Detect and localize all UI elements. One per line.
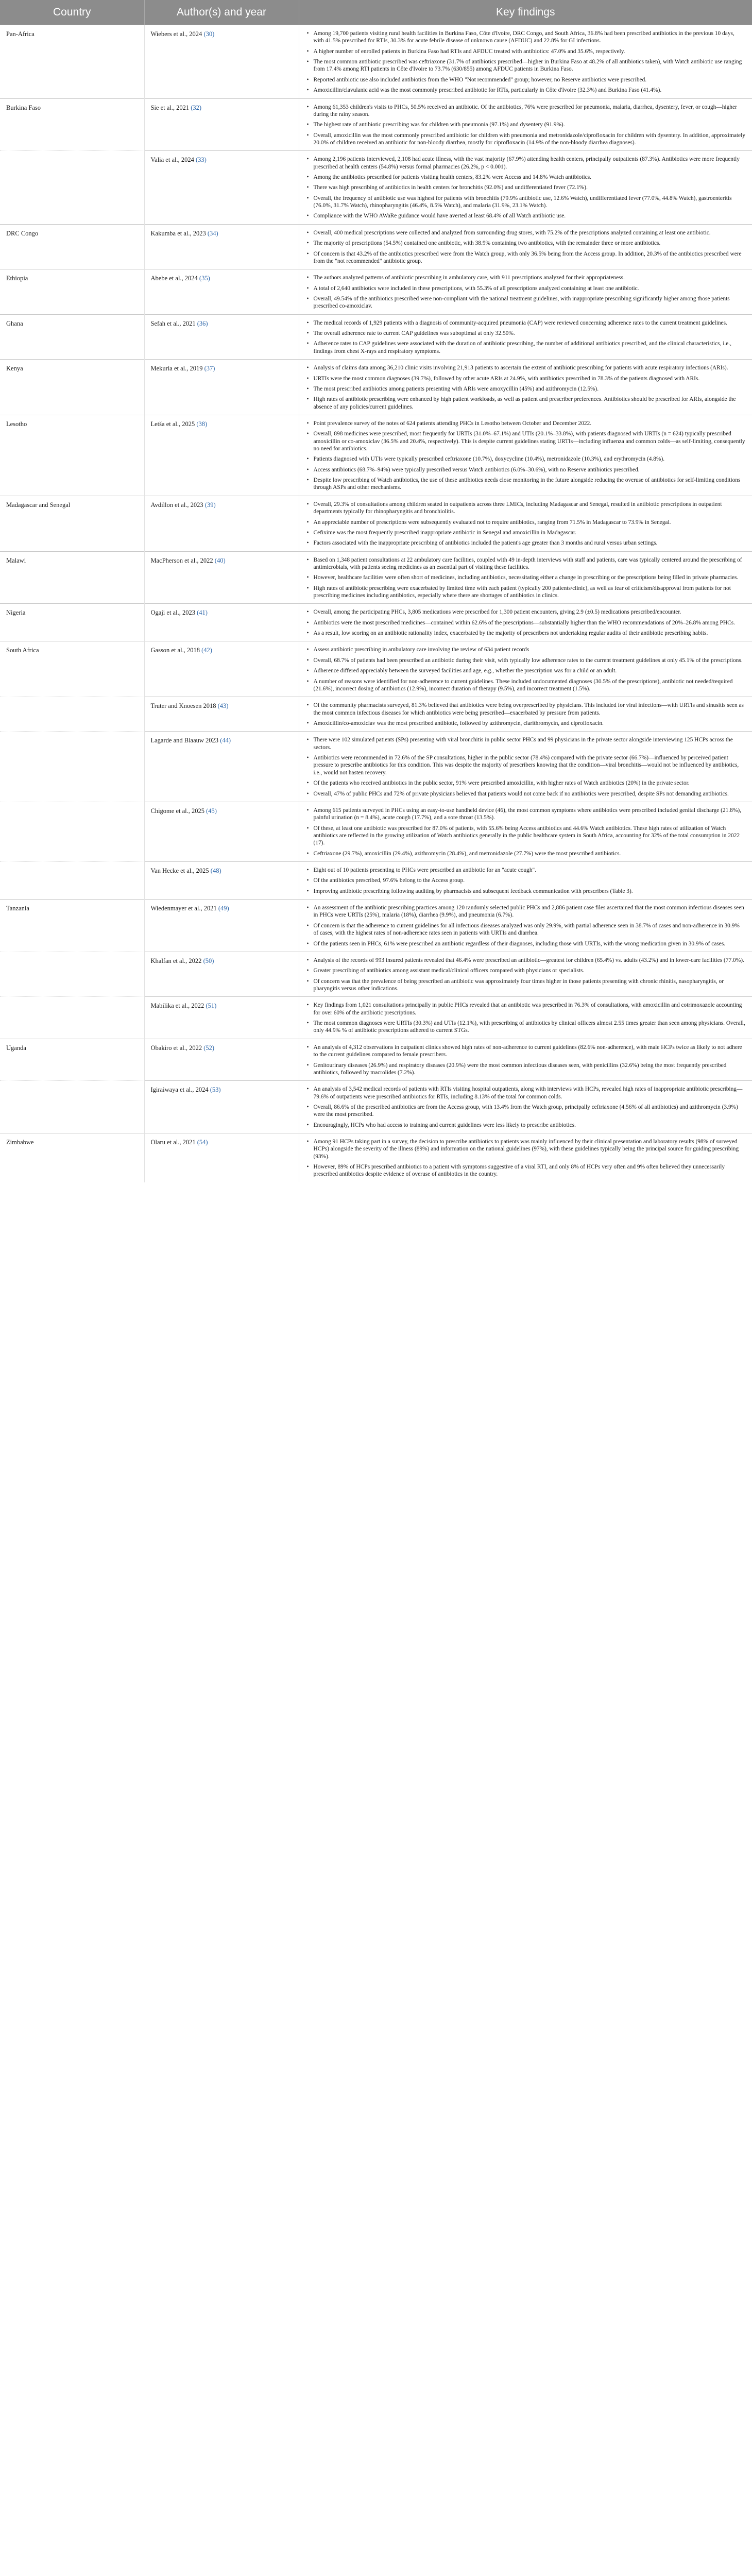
country-cell: Ghana bbox=[0, 314, 144, 359]
finding-item: • Factors associated with the inappropriate prescribing of antibiotics included the patient's age greater than 3 months and rural versus urban settings. bbox=[314, 539, 746, 547]
table-row bbox=[0, 952, 752, 996]
findings-cell bbox=[299, 224, 752, 269]
reference-link[interactable]: (50) bbox=[203, 957, 214, 964]
country-cell bbox=[0, 1081, 144, 1133]
findings-list bbox=[305, 1138, 746, 1178]
table-row bbox=[0, 360, 752, 415]
author-cell bbox=[144, 1133, 299, 1182]
country-cell: Tanzania bbox=[0, 900, 144, 952]
table-row bbox=[0, 98, 752, 151]
finding-item: • URTIs were the most common diagnoses (39.7%), followed by other acute ARIs at 24.9%, with antibiotics prescribed in 78.3% of the patients diagnosed with ARIs. bbox=[314, 375, 746, 382]
finding-item: • Overall, 29.3% of consultations among children seated in outpatients across three LMICs, including Madagascar and Senegal, resulted in antibiotic prescriptions in outpatient departments typically for rhinopharyngitis and bronchiolitis. bbox=[314, 501, 746, 516]
reference-link[interactable]: (52) bbox=[203, 1044, 215, 1052]
findings-list bbox=[305, 1044, 746, 1076]
country-cell bbox=[0, 697, 144, 732]
author-cell bbox=[144, 360, 299, 415]
table-row bbox=[0, 224, 752, 269]
author-cell bbox=[144, 732, 299, 802]
findings-cell bbox=[299, 25, 752, 99]
finding-item: • Eight out of 10 patients presenting to PHCs were prescribed an antibiotic for an "acute cough". bbox=[314, 867, 746, 874]
findings-cell bbox=[299, 98, 752, 151]
finding-item: • Of these, at least one antibiotic was prescribed for 87.0% of patients, with 55.6% being Access antibiotics and 44.6% Watch antibiotics. These high rates of utilization of Watch antibiotics are reflected in the growing utilization of Watch antibiotics generally in the public healthcare system in South Africa, accounting for 32% of the total consumption in 2022 (17). bbox=[314, 825, 746, 847]
table-row bbox=[0, 862, 752, 900]
finding-item: • Compliance with the WHO AWaRe guidance would have averted at least 68.4% of all Watch antibiotic use. bbox=[314, 212, 746, 219]
finding-item: • Key findings from 1,021 consultations principally in public PHCs revealed that an antibiotic was prescribed in 76.3% of consultations, with amoxicillin and cotrimoxazole accounting for over 60% of the antibiotic prescriptions. bbox=[314, 1002, 746, 1016]
author-cell bbox=[144, 641, 299, 697]
author-name: Van Hecke et al., 2025 bbox=[150, 867, 209, 875]
table-row bbox=[0, 269, 752, 314]
findings-cell bbox=[299, 862, 752, 900]
table-row bbox=[0, 802, 752, 861]
country-cell bbox=[0, 802, 144, 861]
findings-cell bbox=[299, 551, 752, 604]
finding-item: • Among 2,196 patients interviewed, 2,108 had acute illness, with the vast majority (67.9%) attending health centers, principally outpatients (87.3%). Antibiotics were more frequently prescribed at health centers (54.8%) versus formal pharmacies (26.2%, p < 0.001). bbox=[314, 156, 746, 171]
finding-item: • Assess antibiotic prescribing in ambulatory care involving the review of 634 patient records bbox=[314, 646, 746, 653]
author-cell bbox=[144, 802, 299, 861]
author-cell bbox=[144, 997, 299, 1039]
author-cell bbox=[144, 496, 299, 551]
finding-item: • Genitourinary diseases (26.9%) and respiratory diseases (20.9%) were the most common infectious diseases seen, with penicillins (32.6%) being the most frequently prescribed antibiotics, followed by macrolides (7.2%). bbox=[314, 1062, 746, 1077]
reference-link[interactable]: (45) bbox=[206, 807, 217, 815]
findings-list bbox=[305, 807, 746, 857]
finding-item: • However, 89% of HCPs prescribed antibiotics to a patient with symptoms suggestive of a viral RTI, and only 8% of HCPs very often and 9% often believed they unnecessarily prescribed antibiotics despite evidence of overuse of antibiotics in the country. bbox=[314, 1163, 746, 1178]
finding-item: • Of the patients seen in PHCs, 61% were prescribed an antibiotic regardless of their diagnoses, including those with URTIs, with the wrong medication given in 30.9% of cases. bbox=[314, 940, 746, 947]
country-cell: Uganda bbox=[0, 1039, 144, 1080]
finding-item: • There was high prescribing of antibiotics in health centers for bronchitis (92.0%) and undifferentiated fever (72.1%). bbox=[314, 184, 746, 191]
finding-item: • Patients diagnosed with UTIs were typically prescribed ceftriaxone (10.7%), doxycycline (10.4%), metronidazole (10.3%), and erythromycin (4.8%). bbox=[314, 455, 746, 463]
author-cell bbox=[144, 1039, 299, 1080]
author-name: Mekuria et al., 2019 bbox=[150, 365, 203, 372]
finding-item: • Antibiotics were the most prescribed medicines—contained within 62.6% of the prescriptions—substantially higher than the WHO recommendations of 20%–26.8% among PHCs. bbox=[314, 619, 746, 626]
findings-cell bbox=[299, 314, 752, 359]
finding-item: • Overall, 86.6% of the prescribed antibiotics are from the Access group, with 13.4% from the Watch group, principally ceftriaxone (4.56% of all antibiotics) and azithromycin (3.9%) were the most prescribed. bbox=[314, 1104, 746, 1118]
table-row bbox=[0, 1039, 752, 1080]
finding-item: • An assessment of the antibiotic prescribing practices among 120 randomly selected public PHCs and 2,886 patient case files ascertained that the most common infectious diseases seen in PHCs were URTIs (25%), malaria (18%), diarrhea (9.9%), and pneumonia (6.7%). bbox=[314, 904, 746, 919]
finding-item: • Of concern is that the adherence to current guidelines for all infectious diseases analyzed was only 29.9%, with partial adherence seen in 38.7% of cases and non-adherence in 30.9% of cases, with the highest rates of non-adherence rates seen in patients with URTIs and diarrhea. bbox=[314, 922, 746, 937]
finding-item: • The medical records of 1,929 patients with a diagnosis of community-acquired pneumonia (CAP) were reviewed concerning adherence rates to the current treatment guidelines. bbox=[314, 319, 746, 327]
finding-item: • Access antibiotics (68.7%–94%) were typically prescribed versus Watch antibiotics (6.0%–30.6%), with no Reserve antibiotics prescribed. bbox=[314, 466, 746, 473]
finding-item: • Improving antibiotic prescribing following auditing by pharmacists and subsequent feedback communication with prescribers (Table 3). bbox=[314, 888, 746, 895]
country-cell: Malawi bbox=[0, 551, 144, 604]
country-cell: Zimbabwe bbox=[0, 1133, 144, 1182]
finding-item: • High rates of antibiotic prescribing were exacerbated by limited time with each patient (typically 200 patients/clinic), as well as fear of criticism/disapproval from patients for not prescribing medicines including antibiotics, especially where there are shortages of antibiotics in clinics. bbox=[314, 585, 746, 600]
author-name: Olaru et al., 2021 bbox=[150, 1139, 196, 1146]
finding-item: • An appreciable number of prescriptions were subsequently evaluated not to require antibiotics, ranging from 71.5% in Madagascar to 73.9% in Senegal. bbox=[314, 519, 746, 526]
finding-item: • The most prescribed antibiotics among patients presenting with ARIs were amoxycillin (45%) and azithromycin (12.5%). bbox=[314, 385, 746, 393]
author-cell bbox=[144, 415, 299, 496]
author-name: Avdillon et al., 2023 bbox=[150, 501, 203, 509]
finding-item: • The highest rate of antibiotic prescribing was for children with pneumonia (97.1%) and dysentery (91.9%). bbox=[314, 121, 746, 128]
finding-item: • Of the patients who received antibiotics in the public sector, 91% were prescribed amoxicillin, with higher rates of Watch antibiotics (20%) in the private sector. bbox=[314, 779, 746, 787]
reference-link[interactable]: (30) bbox=[203, 30, 215, 38]
country-cell bbox=[0, 151, 144, 225]
finding-item: • Analysis of claims data among 36,210 clinic visits involving 21,913 patients to ascertain the extent of antibiotic prescribing for patients with acute respiratory infections (ARIs). bbox=[314, 364, 746, 371]
header-findings: Key findings bbox=[299, 0, 752, 25]
finding-item: • Among the antibiotics prescribed for patients visiting health centers, 83.2% were Access and 14.8% Watch antibiotics. bbox=[314, 174, 746, 181]
country-cell: Kenya bbox=[0, 360, 144, 415]
findings-cell bbox=[299, 641, 752, 697]
reference-link[interactable]: (37) bbox=[204, 365, 215, 372]
reference-link[interactable]: (36) bbox=[197, 319, 208, 327]
finding-item: • Among 61,353 children's visits to PHCs, 50.5% received an antibiotic. Of the antibiotics, 76% were prescribed for pneumonia, malaria, diarrhea, dysentery, fever, or cough—higher during the rainy season. bbox=[314, 104, 746, 118]
finding-item: • The overall adherence rate to current CAP guidelines was suboptimal at only 32.50%. bbox=[314, 330, 746, 337]
finding-item: • There were 102 simulated patients (SPs) presenting with viral bronchitis in public sector PHCs and 99 physicians in the private sector alongside interviewing 125 HCPs across the sectors. bbox=[314, 736, 746, 751]
table-row bbox=[0, 997, 752, 1039]
reference-link[interactable]: (32) bbox=[191, 104, 202, 111]
author-cell bbox=[144, 1081, 299, 1133]
finding-item: • Despite low prescribing of Watch antibiotics, the use of these antibiotics needs close monitoring in the future alongside reducing the overuse of antibiotics for self-limiting conditions through ASPs and other mechanisms. bbox=[314, 477, 746, 492]
country-cell: Madagascar and Senegal bbox=[0, 496, 144, 551]
findings-cell bbox=[299, 269, 752, 314]
finding-item: • Of concern is that 43.2% of the antibiotics prescribed were from the Watch group, with only 36.5% being from the Access group. In addition, 20.3% of the antibiotics prescribed were from the "not recommended" antibiotic group. bbox=[314, 250, 746, 265]
key-findings-table bbox=[0, 0, 752, 1182]
finding-item: • Encouragingly, HCPs who had access to training and current guidelines were less likely to prescribe antibiotics. bbox=[314, 1122, 746, 1129]
finding-item: • Overall, the frequency of antibiotic use was highest for patients with bronchitis (79.9% antibiotic use, 12.6% Watch), undifferentiated fever (77.0%, 44.8% Watch), gastroenteritis (76.0%, 31.7% Watch), rhinopharyngitis (46.4%, 8.5% Watch), and malaria (31.9%, 23.1% Watch). bbox=[314, 195, 746, 210]
findings-cell bbox=[299, 1133, 752, 1182]
finding-item: • High rates of antibiotic prescribing were enhanced by high patient workloads, as well as patient and prescriber preferences. Antibiotics should be prescribed for ARIs, alongside the absence of any policies/current guidelines. bbox=[314, 396, 746, 411]
header-author: Author(s) and year bbox=[144, 0, 299, 25]
reference-link[interactable]: (53) bbox=[210, 1086, 221, 1094]
header-country: Country bbox=[0, 0, 144, 25]
findings-list bbox=[305, 646, 746, 692]
author-name: Sefah et al., 2021 bbox=[150, 319, 196, 327]
table-row bbox=[0, 732, 752, 802]
finding-item: • Of concern was that the prevalence of being prescribed an antibiotic was approximately four times higher in those patients presenting with chronic rhinitis, nasopharyngitis, or pharyngitis versus other indications. bbox=[314, 978, 746, 993]
country-cell: Ethiopia bbox=[0, 269, 144, 314]
findings-list bbox=[305, 104, 746, 147]
author-name: Truter and Knoesen 2018 bbox=[150, 702, 216, 710]
finding-item: • The majority of prescriptions (54.5%) contained one antibiotic, with 38.9% containing two antibiotics, with the remainder three or more antibiotics. bbox=[314, 240, 746, 247]
reference-link[interactable]: (33) bbox=[195, 156, 207, 164]
author-cell bbox=[144, 98, 299, 151]
reference-link[interactable]: (34) bbox=[207, 229, 218, 237]
author-cell bbox=[144, 314, 299, 359]
author-cell bbox=[144, 900, 299, 952]
finding-item: • Adherence rates to CAP guidelines were associated with the duration of antibiotic prescribing, the number of additional antibiotics prescribed, and the clinical characteristics, i.e., findings from chest X-rays and respiratory symptoms. bbox=[314, 340, 746, 355]
country-cell bbox=[0, 952, 144, 996]
author-cell bbox=[144, 604, 299, 641]
finding-item: • Overall, 49.54% of the antibiotics prescribed were non-compliant with the national treatment guidelines, with inappropriate prescribing significantly higher among those patients prescribed co-amoxiclav. bbox=[314, 295, 746, 310]
country-cell: Nigeria bbox=[0, 604, 144, 641]
author-name: Wiebers et al., 2024 bbox=[150, 30, 202, 38]
findings-cell bbox=[299, 900, 752, 952]
findings-cell bbox=[299, 360, 752, 415]
reference-link[interactable]: (44) bbox=[220, 737, 231, 744]
author-name: Mabilika et al., 2022 bbox=[150, 1002, 204, 1010]
country-cell: Pan-Africa bbox=[0, 25, 144, 99]
finding-item: • Adherence differed appreciably between the surveyed facilities and age, e.g., whether the prescription was for a child or an adult. bbox=[314, 667, 746, 674]
findings-list bbox=[305, 319, 746, 355]
finding-item: • However, healthcare facilities were often short of medicines, including antibiotics, necessitating either a change in prescribing or the prescriptions being filled in private pharmacies. bbox=[314, 574, 746, 581]
table-row bbox=[0, 551, 752, 604]
reference-link[interactable]: (43) bbox=[217, 702, 229, 710]
finding-item: • An analysis of 4,312 observations in outpatient clinics showed high rates of non-adherence to current guidelines (82.6% non-adherence), with male HCPs twice as likely to not adhere to the current guidelines compared to female prescribers. bbox=[314, 1044, 746, 1059]
finding-item: • Overall, 898 medicines were prescribed, most frequently for URTIs (31.0%–67.1%) and UTIs (20.1%–33.8%), with patients diagnosed with URTIs (n = 624) typically prescribed amoxicillin or co-amoxiclav (36.5% and 20.4%, respectively). This is despite current guidelines stating URTIs—including influenza and common colds—as self-limiting, consequently no need for antibiotics. bbox=[314, 430, 746, 452]
author-cell bbox=[144, 224, 299, 269]
findings-cell bbox=[299, 997, 752, 1039]
findings-list bbox=[305, 867, 746, 895]
finding-item: • Overall, 47% of public PHCs and 72% of private physicians believed that patients would not come back if no antibiotics were prescribed, despite SPs not demanding antibiotics. bbox=[314, 790, 746, 798]
author-name: MacPherson et al., 2022 bbox=[150, 556, 213, 564]
finding-item: • Cefixime was the most frequently prescribed inappropriate antibiotic in Senegal and amoxicillin in Madagascar. bbox=[314, 529, 746, 536]
country-cell bbox=[0, 862, 144, 900]
author-name: Lagarde and Blaauw 2023 bbox=[150, 737, 219, 744]
author-name: Obakiro et al., 2022 bbox=[150, 1044, 202, 1052]
table-row bbox=[0, 25, 752, 99]
finding-item: • Point prevalence survey of the notes of 624 patients attending PHCs in Lesotho between October and December 2022. bbox=[314, 420, 746, 427]
author-name: Wiedenmayer et al., 2021 bbox=[150, 905, 217, 912]
country-cell: South Africa bbox=[0, 641, 144, 697]
table-body bbox=[0, 25, 752, 1182]
finding-item: • Among 615 patients surveyed in PHCs using an easy-to-use handheld device (46), the most common symptoms where antibiotics were prescribed included genital discharge (21.8%), painful urination (n = 8.4%), acute cough (17.7%), and a sore throat (13.5%). bbox=[314, 807, 746, 822]
table-row bbox=[0, 604, 752, 641]
findings-list bbox=[305, 1002, 746, 1034]
finding-item: • A higher number of enrolled patients in Burkina Faso had RTIs and AFDUC treated with antibiotics: 47.0% and 35.6%, respectively. bbox=[314, 48, 746, 55]
finding-item: • Overall, among the participating PHCs, 3,805 medications were prescribed for 1,300 patient encounters, giving 2.9 (±0.5) medications prescribed/encounter. bbox=[314, 608, 746, 616]
reference-link[interactable]: (38) bbox=[196, 420, 208, 428]
finding-item: • Ceftriaxone (29.7%), amoxicillin (29.4%), azithromycin (28.4%), and metronidazole (27.7%) were the most prescribed antibiotics. bbox=[314, 850, 746, 857]
author-cell bbox=[144, 151, 299, 225]
findings-cell bbox=[299, 732, 752, 802]
table-row bbox=[0, 1133, 752, 1182]
findings-list bbox=[305, 556, 746, 600]
findings-list bbox=[305, 1086, 746, 1129]
findings-cell bbox=[299, 604, 752, 641]
country-cell: Lesotho bbox=[0, 415, 144, 496]
finding-item: • Amoxicillin/co-amoxiclav was the most prescribed antibiotic, followed by azithromycin, clarithromycin, and ciprofloxacin. bbox=[314, 720, 746, 727]
author-name: Abebe et al., 2024 bbox=[150, 275, 198, 282]
reference-link[interactable]: (41) bbox=[197, 609, 208, 617]
reference-link[interactable]: (54) bbox=[197, 1139, 208, 1146]
author-name: Kakumba et al., 2023 bbox=[150, 229, 206, 237]
table-row bbox=[0, 900, 752, 952]
finding-item: • Amoxicillin/clavulanic acid was the most commonly prescribed antibiotic for RTIs, particularly in Côte d'Ivoire (32.3%) and Burkina Faso (41.4%). bbox=[314, 87, 746, 94]
findings-cell bbox=[299, 697, 752, 732]
reference-link[interactable]: (48) bbox=[210, 867, 221, 875]
findings-list bbox=[305, 702, 746, 727]
finding-item: • As a result, low scoring on an antibiotic rationality index, exacerbated by the majority of prescribers not undertaking regular audits of their antibiotic prescribing habits. bbox=[314, 630, 746, 637]
reference-link[interactable]: (49) bbox=[218, 905, 229, 912]
author-name: Ogaji et al., 2023 bbox=[150, 609, 195, 617]
findings-list bbox=[305, 274, 746, 310]
author-cell bbox=[144, 269, 299, 314]
finding-item: • Among 91 HCPs taking part in a survey, the decision to prescribe antibiotics to patients was mainly influenced by their clinical presentation and laboratory results (98% of surveyed HCPs) alongside the severity of the illness (89%) and information on the national guidelines (97%), with these guidelines typically being the principal source for guiding prescribing (93%). bbox=[314, 1138, 746, 1160]
author-name: Khalfan et al., 2022 bbox=[150, 957, 202, 964]
finding-item: • Overall, 68.7% of patients had been prescribed an antibiotic during their visit, with typically low adherence rates to the current treatment guidelines at only 45.1% of the prescriptions. bbox=[314, 657, 746, 664]
author-name: Chigome et al., 2025 bbox=[150, 807, 204, 815]
author-name: Gasson et al., 2018 bbox=[150, 647, 200, 654]
findings-list bbox=[305, 229, 746, 265]
finding-item: • A number of reasons were identified for non-adherence to current guidelines. These included undocumented diagnoses (30.5% of the prescriptions), antibiotic not needed/required (21.6%), incorrect dosing of antibiotics (12.9%), incorrect duration of therapy (9.5%), and incorrect treatment (1.5%). bbox=[314, 678, 746, 693]
table-row bbox=[0, 314, 752, 359]
findings-list bbox=[305, 608, 746, 637]
reference-link[interactable]: (39) bbox=[204, 501, 216, 509]
finding-item: • A total of 2,640 antibiotics were included in these prescriptions, with 55.3% of all prescriptions analyzed containing at least one antibiotic. bbox=[314, 285, 746, 292]
author-cell bbox=[144, 952, 299, 996]
reference-link[interactable]: (35) bbox=[199, 275, 210, 282]
author-name: Valia et al., 2024 bbox=[150, 156, 194, 164]
finding-item: • Overall, amoxicillin was the most commonly prescribed antibiotic for children with pneumonia and metronidazole/ciprofloxacin for children with dysentery. In addition, approximately 20.0% of children received an antibiotic for non-bloody diarrhea, mostly for ciprofloxacin (14.9% of the non-bloody diarrhea diagnoses). bbox=[314, 132, 746, 147]
findings-cell bbox=[299, 415, 752, 496]
findings-cell bbox=[299, 496, 752, 551]
finding-item: • Based on 1,348 patient consultations at 22 ambulatory care facilities, coupled with 49 in-depth interviews with staff and patients, care was typically centered around the prescribing of antimicrobials, with patients seeing medicines as an essential part of visiting these facilities. bbox=[314, 556, 746, 571]
country-cell bbox=[0, 997, 144, 1039]
table-row bbox=[0, 151, 752, 225]
finding-item: • The most common diagnoses were URTIs (30.3%) and UTIs (12.1%), with prescribing of antibiotics by clinical officers almost 2.55 times greater than seen among physicians. Overall, only 44.9% % of antibiotic prescriptions adhered to current STGs. bbox=[314, 1020, 746, 1035]
country-cell bbox=[0, 732, 144, 802]
findings-list bbox=[305, 420, 746, 492]
country-cell: Burkina Faso bbox=[0, 98, 144, 151]
findings-cell bbox=[299, 802, 752, 861]
findings-cell bbox=[299, 151, 752, 225]
findings-list bbox=[305, 736, 746, 798]
author-name: Letša et al., 2025 bbox=[150, 420, 195, 428]
findings-cell bbox=[299, 952, 752, 996]
table-row bbox=[0, 496, 752, 551]
reference-link[interactable]: (40) bbox=[214, 556, 226, 564]
finding-item: • The most common antibiotic prescribed was ceftriaxone (31.7% of antibiotics prescribed—higher in Burkina Faso at 48.2% of all antibiotics taken), with Watch antibiotic use ranging from 17.4% among RTI patients in Côte d'Ivoire to 73.7% (630/855) among AFDUC patients in Burkina Faso. bbox=[314, 58, 746, 73]
author-cell bbox=[144, 551, 299, 604]
finding-item: • Analysis of the records of 993 insured patients revealed that 46.4% were prescribed an antibiotic—greatest for children (65.4%) vs. adults (43.2%) and in lower-care facilities (77.0%). bbox=[314, 957, 746, 964]
author-cell bbox=[144, 697, 299, 732]
country-cell: DRC Congo bbox=[0, 224, 144, 269]
author-name: Sie et al., 2021 bbox=[150, 104, 190, 111]
findings-list bbox=[305, 957, 746, 992]
finding-item: • Among 19,700 patients visiting rural health facilities in Burkina Faso, Côte d'Ivoire, DRC Congo, and South Africa, 36.8% had been prescribed antibiotics in the previous 10 days, with 41.5% prescribed for RTIs, 30.3% for acute febrile disease of unknown cause (AFDUC) and 22.8% for GI infections. bbox=[314, 30, 746, 45]
finding-item: • Reported antibiotic use also included antibiotics from the WHO "Not recommended" group; however, no Reserve antibiotics were prescribed. bbox=[314, 76, 746, 83]
table-row bbox=[0, 415, 752, 496]
table-row bbox=[0, 697, 752, 732]
table-row bbox=[0, 641, 752, 697]
finding-item: • Of the antibiotics prescribed, 97.6% belong to the Access group. bbox=[314, 877, 746, 884]
reference-link[interactable]: (42) bbox=[201, 647, 212, 654]
findings-list bbox=[305, 156, 746, 220]
findings-list bbox=[305, 30, 746, 94]
header-row bbox=[0, 0, 752, 25]
finding-item: • Overall, 400 medical prescriptions were collected and analyzed from surrounding drug stores, with 75.2% of the prescriptions analyzed containing at least one antibiotic. bbox=[314, 229, 746, 236]
table-row bbox=[0, 1081, 752, 1133]
finding-item: • Antibiotics were recommended in 72.6% of the SP consultations, higher in the public sector (78.4%) compared with the private sector (66.7%)—influenced by perceived patient pressure to prescribe antibiotics for this condition. This was despite the majority of prescribers knowing that the condition—viral bronchitis—would not be influenced by antibiotics, i.e., would not hasten recovery. bbox=[314, 754, 746, 776]
reference-link[interactable]: (51) bbox=[206, 1002, 217, 1010]
finding-item: • Greater prescribing of antibiotics among assistant medical/clinical officers compared with physicians or specialists. bbox=[314, 967, 746, 974]
author-name: Igiraiwaya et al., 2024 bbox=[150, 1086, 209, 1094]
finding-item: • The authors analyzed patterns of antibiotic prescribing in ambulatory care, with 911 prescriptions analyzed for their appropriateness. bbox=[314, 274, 746, 281]
findings-list bbox=[305, 364, 746, 411]
findings-list bbox=[305, 501, 746, 547]
findings-cell bbox=[299, 1039, 752, 1080]
findings-cell bbox=[299, 1081, 752, 1133]
author-cell bbox=[144, 25, 299, 99]
finding-item: • An analysis of 3,542 medical records of patients with RTIs visiting hospital outpatients, along with interviews with HCPs, revealed high rates of inappropriate antibiotic prescribing—79.6% of outpatients were prescribed antibiotics for RTIs, including 8.13% of the total for common colds. bbox=[314, 1086, 746, 1100]
findings-list bbox=[305, 904, 746, 947]
finding-item: • Of the community pharmacists surveyed, 81.3% believed that antibiotics were being overprescribed by physicians. This included for viral infections—with URTIs and sinusitis seen as the most common infectious diseases for which antibiotics were being prescribed—exacerbated by pressure from patients. bbox=[314, 702, 746, 717]
author-cell bbox=[144, 862, 299, 900]
